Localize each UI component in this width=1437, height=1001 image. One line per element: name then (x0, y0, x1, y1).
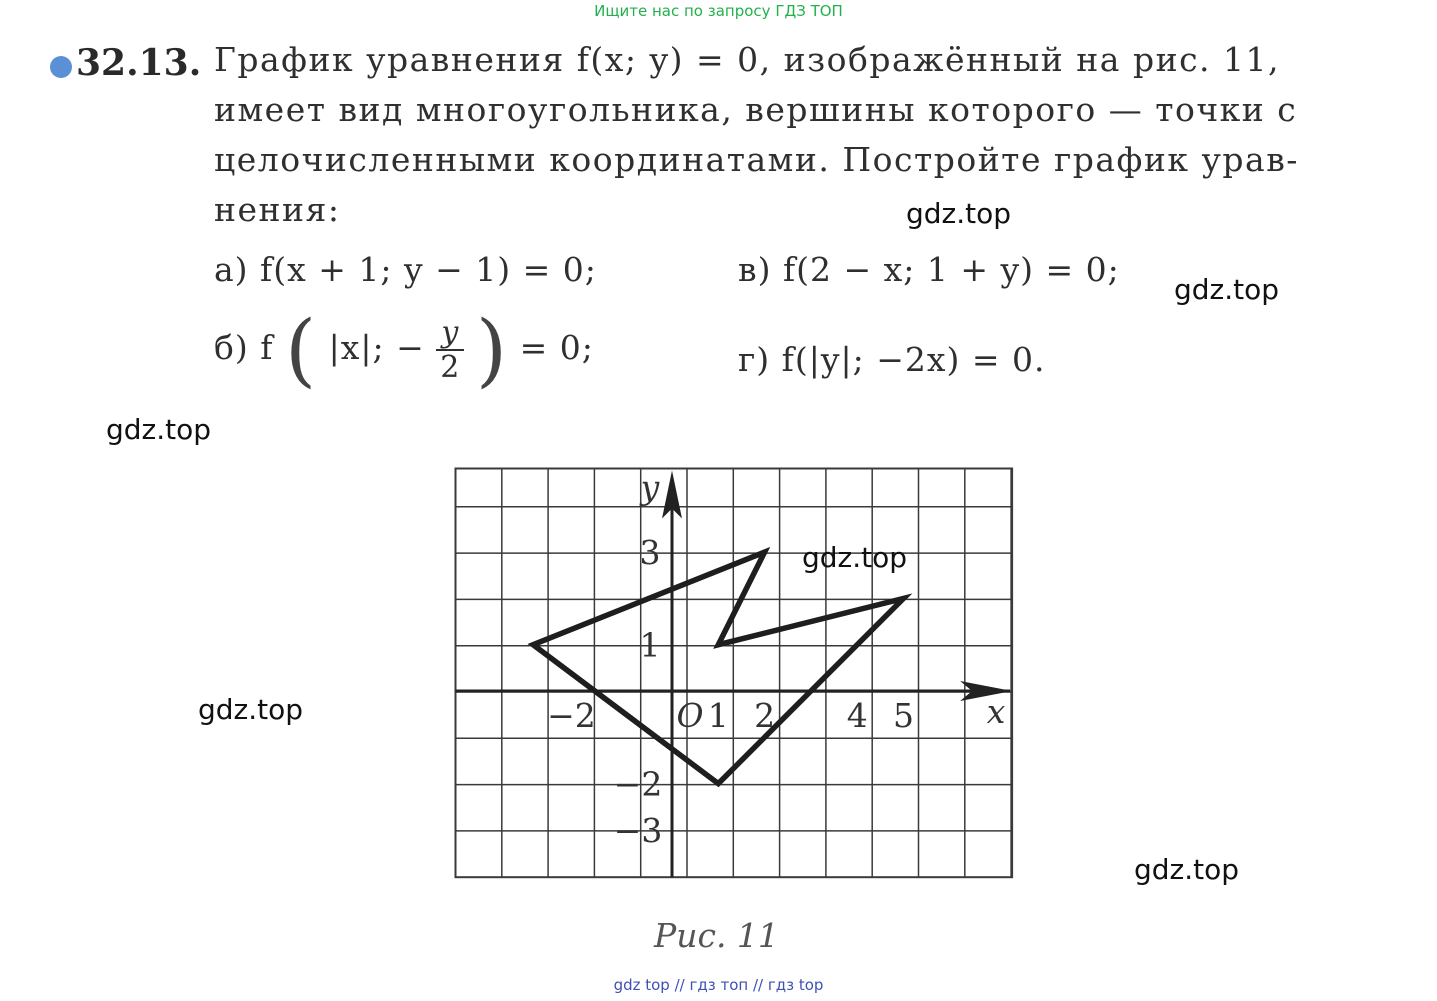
x-tick-label: 4 (846, 696, 868, 735)
item-b-suffix: = 0; (519, 328, 594, 367)
bottom-banner: gdz top // гдз топ // гдз top (613, 976, 824, 994)
y-tick-label: −2 (613, 764, 663, 804)
fraction-numerator: y (436, 316, 464, 351)
origin-label: O (676, 696, 704, 735)
x-tick-label: 5 (893, 696, 914, 735)
watermark: gdz.top (106, 413, 212, 446)
fraction-denominator: 2 (440, 350, 461, 385)
y-tick-label: −3 (613, 810, 663, 850)
watermark: gdz.top (802, 541, 908, 574)
y-tick-label: 1 (639, 625, 661, 665)
problem-text-line-3: целочисленными координатами. Постройте график урав- (214, 140, 1299, 179)
problem-text-line-1: График уравнения f(x; y) = 0, изображённый на рис. 11, (214, 40, 1281, 79)
y-axis-label: y (640, 467, 660, 507)
watermark: gdz.top (198, 693, 304, 726)
problem-text-line-4: нения: (214, 190, 341, 229)
x-tick-label: 2 (754, 696, 776, 735)
x-axis-label: x (986, 692, 1006, 731)
item-a: а) f(x + 1; y − 1) = 0; (214, 250, 597, 289)
problem-number: 32.13. (76, 42, 202, 84)
item-b-prefix: б) f (214, 328, 274, 367)
item-g: г) f(|y|; −2x) = 0. (738, 340, 1046, 379)
left-paren: ( (284, 303, 318, 396)
item-v: в) f(2 − x; 1 + y) = 0; (738, 250, 1120, 289)
x-tick-label: −2 (547, 696, 596, 735)
problem-text-line-2: имеет вид многоугольника, вершины которого — точки с (214, 90, 1298, 129)
item-b-arg: |x|; − (328, 328, 425, 367)
watermark: gdz.top (1174, 273, 1280, 306)
figure-caption: Рис. 11 (654, 916, 779, 955)
right-paren: ) (475, 303, 509, 396)
x-tick-label: 1 (707, 696, 729, 735)
watermark: gdz.top (1134, 853, 1240, 886)
top-banner: Ищите нас по запросу ГДЗ ТОП (594, 2, 843, 20)
watermark: gdz.top (906, 197, 1012, 230)
graph-polygon (533, 552, 903, 784)
y-tick-label: 3 (639, 533, 661, 573)
